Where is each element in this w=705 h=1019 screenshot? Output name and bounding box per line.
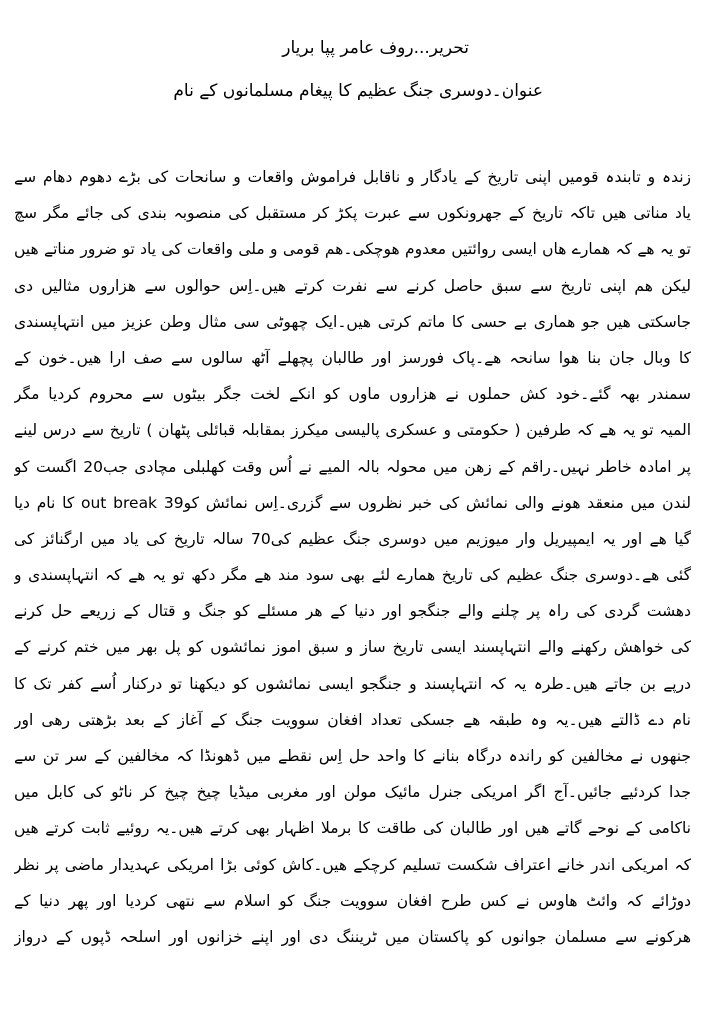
body-line: پر امادہ خاطر نہیں۔راقم کے زھن میں محولہ بالہ المیے نے اُس وقت کھلبلی مچادی جب20 اگست کو [14, 457, 691, 476]
body-line: دھشت گردی کی راہ پر چلنے والے جنگجو اور دنیا کے ھر مسئلے کو جنگ و قتال کے زریعے حل کرنے [14, 602, 691, 621]
body-line: جنھوں نے مخالفین کو راندہ درگاہ بنانے کا واحد حل اِس نقطے میں ڈھونڈا کہ مخالفین کے سر تن سے [14, 747, 691, 765]
article-body [14, 162, 691, 958]
body-line: گیا ھے اور یہ ایمپیریل وار میوزیم میں دوسری جنگ عظیم کی70 سالہ تاریخ کی یاد میں ارگنائز کی [14, 529, 691, 548]
body-line: جاسکتی ھیں جو ھماری بے حسی کا ماتم کرتی ھیں۔ایک چھوٹی سی مثال وطن عزیز میں انتہاپسندی [14, 312, 691, 331]
body-line: یاد مناتی ھیں تاکہ تاریخ کے جھرونکوں سے عبرت پکڑ کر مستقبل کی منصوبہ بندی کی جائے مگر سچ [14, 204, 691, 223]
body-line: ھرکونے سے مسلمان جوانوں کو پاکستان میں ٹریننگ دی اور اپنے خزانوں اور اسلحہ ڈپوں کے درواز [14, 927, 691, 946]
body-line: کی خواھش رکھنے والے انتہاپسند ایسی تاریخ ساز و سبق اموز نمائشوں کو پل بھر میں ختم کرنے کے [14, 638, 691, 657]
body-line: دوڑائے کہ وائٹ ھاوس نے کس طرح افغان سوویت جنگ کو اسلام سے نتھی کردیا اور پھر دنیا کے [14, 891, 691, 910]
body-line: نام دے ڈالتے ھیں۔یہ وہ طبقہ ھے جسکی تعداد افغان سوویت جنگ کے آغاز کے بعد بڑھتی رھی اور [14, 710, 691, 729]
body-line: المیہ تو یہ ھے کہ طرفین ( حکومتی و عسکری پالیسی میکرز بمقابلہ قبائلی پٹھان ) تاریخ سے درس لینے [14, 421, 691, 440]
body-line: تو یہ ھے کہ ھمارے ھاں ایسی روائتیں معدوم ھوچکی۔ھم قومی و ملی واقعات کی یاد تو ضرور مناتے ھیں [14, 240, 691, 259]
body-line: کا وبال جان بنا ھوا سانحہ ھے۔پاک فورسز اور طالبان پچھلے آٹھ سالوں سے صف ارا ھیں۔خون کے [14, 348, 691, 367]
body-line: لیکن ھم اپنی تاریخ سے سبق حاصل کرنے سے نفرت کرتے ھیں۔اِس حوالوں سے ھزاروں مثالیں دی [14, 276, 691, 295]
author-line: تحریر...روف عامر پپا بریار [282, 38, 469, 58]
body-line: زندہ و تابندہ قومیں اپنی تاریخ کے یادگار و ناقابل فراموش واقعات و سانحات کی بڑے دھوم دھام سے [14, 168, 691, 186]
body-line: جدا کردئیے جائیں۔آج اگر امریکی جنرل مائیک مولن اور مغربی میڈیا چیخ چیخ کر ناٹو کی کابل میں [14, 783, 691, 802]
article-title: عنوان۔دوسری جنگ عظیم کا پیغام مسلمانوں کے نام [173, 81, 543, 101]
body-line: کہ امریکی اندر خانے اعتراف شکست تسلیم کرچکے ھیں۔کاش کوئی بڑا امریکی عہدیدار ماضی پر نظر [14, 855, 691, 874]
body-line: ناکامی کے نوحے گاتے ھیں اور طالبان کی طاقت کا برملا اظہار بھی کرتے ھیں۔یہ روئیے ثابت کرتے ھیں [14, 819, 691, 838]
body-line: درپے بن جاتے ھیں۔طرہ یہ کہ انتہاپسند و جنگجو ایسی نمائشوں کو دیکھنا تو درکنار اُسے کفر تک کا [14, 674, 691, 693]
body-line: لندن میں منعقد ھونے والی نمائش کی خبر نظروں سے گزری۔اِس نمائش کو39 out break کا نام دیا [14, 493, 691, 512]
body-line: سمندر بھہ گئے۔خود کش حملوں نے ھزاروں ماوں کو انکے لخت جگر بیٹوں سے محروم کردیا مگر [14, 385, 691, 404]
body-line: گئی ھے۔دوسری جنگ عظیم کی تاریخ ھمارے لئے بھی سود مند ھے مگر دکھ تو یہ ھے کہ انتہاپسندی و [14, 566, 691, 585]
